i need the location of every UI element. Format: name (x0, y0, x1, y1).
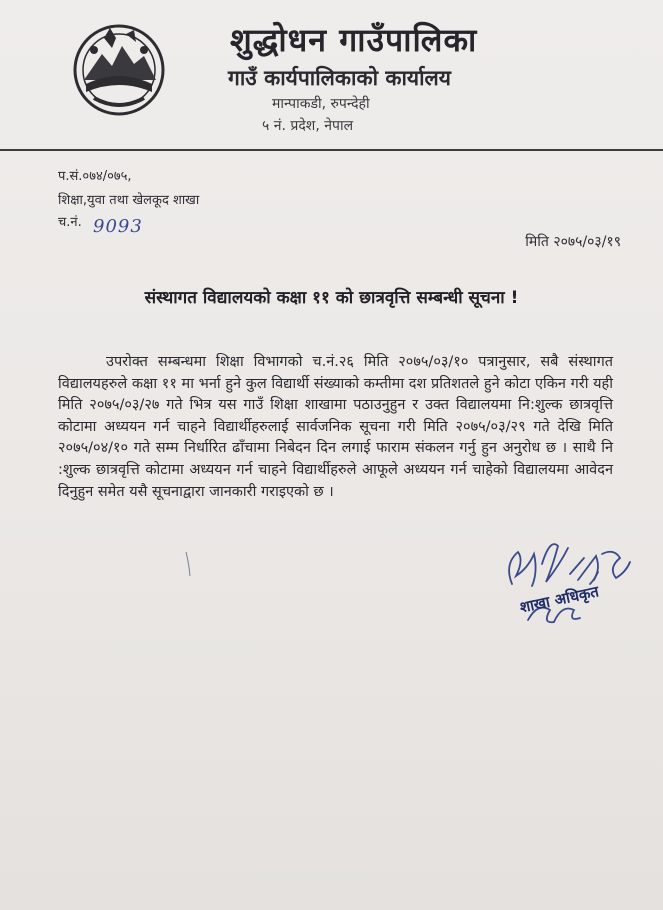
fiscal-year-ref: प.सं.०७४/०७५, (58, 169, 132, 184)
dispatch-label: च.नं. (58, 215, 82, 230)
dispatch-number-handwritten: 9093 (93, 216, 143, 237)
letter-date: मिति २०७५/०३/१९ (525, 234, 621, 250)
section-officer-stamp: शाखा अधिकृत (518, 582, 601, 617)
office-name: गाउँ कार्यपालिकाको कार्यालय (228, 66, 451, 90)
header-divider (0, 149, 663, 151)
address-line-1: मान्पाकडी, रुपन्देही (272, 96, 370, 112)
government-emblem-icon (64, 20, 174, 120)
stray-pen-mark (184, 550, 194, 578)
section-name: शिक्षा,युवा तथा खेलकूद शाखा (58, 193, 200, 208)
notice-subject: संस्थागत विद्यालयको कक्षा ११ को छात्रवृत्ति सम्बन्धी सूचना ! (144, 288, 519, 308)
municipality-name: शुद्धोधन गाउँपालिका (230, 21, 478, 59)
notice-body: उपरोक्त सम्बन्धमा शिक्षा विभागको च.नं.२६ मिति २०७५/०३/१० पत्रानुसार, सबै संस्थागत विद्यालयहरुले कक्षा ११ मा भर्ना हुने कुल विद्यार्थी संख्याको कम्तीमा दश प्रतिशतले हुने कोटा एकिन गरी यही मिति २०७५/०३/२७ गते भित्र यस गाउँ शिक्षा शाखामा पठाउनुहुन र उक्त विद्यालयमा नि:शुल्क छात्रवृत्ति कोटामा अध्ययन गर्न चाहने विद्यार्थीहरुलाई सार्वजनिक सूचना गरी मिति २०७५/०३/२९ गते देखि मिति २०७५/०४/१० गते सम्म निर्धारित ढाँचामा निबेदन दिन लगाई फाराम संकलन गर्नु हुन अनुरोध छ । साथै नि :शुल्क छात्रवृत्ति कोटामा अध्ययन गर्न चाहने विद्यार्थीहरुले आफूले अध्ययन गर्न चाहेको विद्यालयमा आवेदन दिनुहुन समेत यसै सूचनाद्वारा जानकारी गराइएको छ । (58, 354, 613, 500)
address-line-2: ५ नं. प्रदेश, नेपाल (262, 118, 354, 134)
